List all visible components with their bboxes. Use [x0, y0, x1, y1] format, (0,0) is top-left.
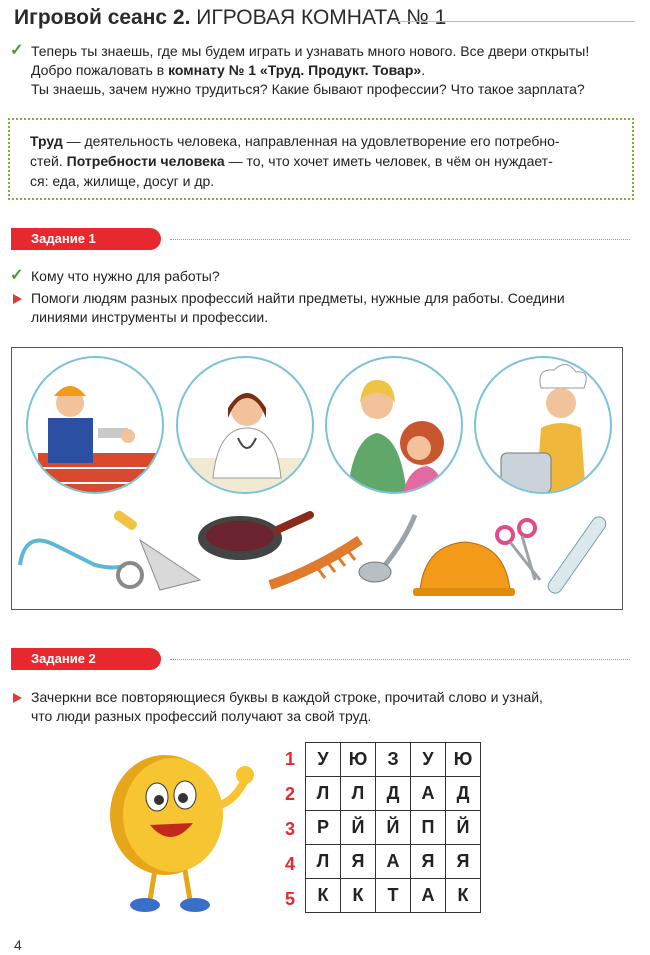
room-label: ИГРОВАЯ КОМНАТА № 1 [196, 6, 447, 29]
task-2-instruction-1: Зачеркни все повторяющиеся буквы в каждой строке, прочитай слово и узнай, [31, 689, 543, 705]
grid-row [306, 811, 481, 845]
tools-row [15, 510, 615, 605]
grid-cell[interactable]: З [376, 743, 411, 777]
page-title [14, 6, 446, 30]
grid-cell[interactable]: Я [341, 845, 376, 879]
trowel-icon [112, 510, 200, 590]
grid-cell[interactable]: Ю [446, 743, 481, 777]
definition-line-3: ся: еда, жилище, досуг и др. [30, 173, 215, 189]
doctor-illustration [176, 356, 314, 494]
comb-icon [270, 540, 360, 585]
title-divider [395, 21, 635, 22]
frying-pan-icon [198, 515, 310, 560]
row-number-2: 2 [285, 784, 296, 804]
grid-cell[interactable]: П [411, 811, 446, 845]
bullet-triangle-icon [13, 693, 22, 703]
check-icon: ✓ [10, 267, 24, 284]
hard-hat-icon [413, 542, 515, 596]
grid-cell[interactable]: Т [376, 879, 411, 913]
ladle-icon [359, 515, 415, 582]
grid-cell[interactable]: Д [376, 777, 411, 811]
bullet-triangle-icon [13, 294, 22, 304]
builder-illustration [26, 356, 164, 494]
grid-cell[interactable]: Д [446, 777, 481, 811]
grid-cell[interactable]: А [376, 845, 411, 879]
row-number-1: 1 [285, 749, 296, 769]
row-number-3: 3 [285, 819, 296, 839]
intro-line-1: Теперь ты знаешь, где мы будем играть и узнавать много нового. Все двери открыты! [31, 43, 590, 59]
check-icon: ✓ [10, 42, 24, 59]
task-2-label: Задание 2 [11, 648, 161, 670]
grid-cell[interactable]: У [411, 743, 446, 777]
grid-row [306, 777, 481, 811]
task-1-question: Кому что нужно для работы? [31, 268, 220, 284]
cook-illustration [474, 356, 612, 494]
definition-line-2: стей. Потребности человека — то, что хочет иметь человек, в чём он нуждает- [30, 153, 553, 169]
grid-cell[interactable]: К [341, 879, 376, 913]
hairdresser-illustration [325, 356, 463, 494]
grid-cell[interactable]: У [306, 743, 341, 777]
definition-line-1: Труд — деятельность человека, направленная на удовлетворение его потребно- [30, 133, 560, 149]
grid-cell[interactable]: Р [306, 811, 341, 845]
grid-cell[interactable]: А [411, 777, 446, 811]
grid-cell[interactable]: Й [376, 811, 411, 845]
grid-cell[interactable]: К [306, 879, 341, 913]
task-1-instruction-1: Помоги людям разных профессий найти предметы, нужные для работы. Соедини [31, 290, 565, 306]
session-label: Игровой сеанс 2. [14, 6, 191, 29]
grid-cell[interactable]: Й [341, 811, 376, 845]
task-1-divider [170, 239, 630, 240]
task-1-instruction-2: линиями инструменты и профессии. [31, 309, 269, 325]
intro-line-2: Добро пожаловать в комнату № 1 «Труд. Продукт. Товар». [31, 62, 426, 78]
intro-line-3: Ты знаешь, зачем нужно трудиться? Какие бывают профессии? Что такое зарплата? [31, 81, 585, 97]
row-number-5: 5 [285, 889, 296, 909]
task-2-divider [170, 659, 630, 660]
grid-cell[interactable]: Й [446, 811, 481, 845]
grid-cell[interactable]: Л [306, 845, 341, 879]
row-number-4: 4 [285, 854, 296, 874]
task-2-instruction-2: что люди разных профессий получают за свой труд. [31, 708, 372, 724]
grid-row [306, 879, 481, 913]
grid-cell[interactable]: Ю [341, 743, 376, 777]
task-1-label: Задание 1 [11, 228, 161, 250]
coin-mascot-illustration [95, 745, 265, 920]
thermometer-icon [545, 514, 608, 596]
grid-cell[interactable]: Л [341, 777, 376, 811]
grid-cell[interactable]: Я [411, 845, 446, 879]
grid-row [306, 845, 481, 879]
grid-cell[interactable]: Л [306, 777, 341, 811]
stethoscope-icon [20, 541, 142, 588]
letter-grid [305, 742, 481, 913]
grid-cell[interactable]: К [446, 879, 481, 913]
grid-row [306, 743, 481, 777]
grid-cell[interactable]: Я [446, 845, 481, 879]
grid-cell[interactable]: А [411, 879, 446, 913]
page-number: 4 [14, 937, 22, 953]
